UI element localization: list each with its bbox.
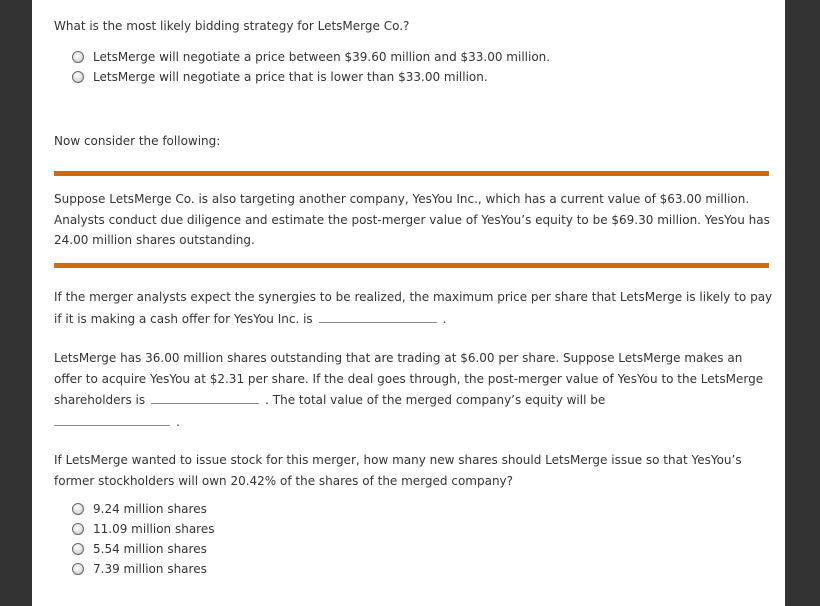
question-text: . The total value of the merged company’s equity will be <box>265 393 606 407</box>
post-merger-value-input[interactable] <box>151 389 259 404</box>
question-post-merger-value <box>54 348 774 432</box>
radio-icon[interactable] <box>72 503 84 515</box>
option-label: 7.39 million shares <box>93 562 207 576</box>
divider <box>54 263 769 268</box>
radio-icon[interactable] <box>72 71 84 83</box>
divider <box>54 171 769 176</box>
radio-icon[interactable] <box>72 563 84 575</box>
question-text: LetsMerge has 36.00 million shares outstanding that are trading at $6.00 per share. Suppose LetsMerge makes an offer to acquire YesYou at $2.31 per share. If the deal goes through, the post-merger value of YesYou to the LetsMerge shareholders is <box>54 351 764 407</box>
option-label: LetsMerge will negotiate a price that is lower than $33.00 million. <box>93 70 488 84</box>
option-shares-4[interactable] <box>72 559 207 579</box>
radio-icon[interactable] <box>72 523 84 535</box>
max-price-input[interactable] <box>319 308 437 323</box>
merged-equity-input[interactable] <box>54 411 170 426</box>
question-bidding-strategy: What is the most likely bidding strategy for LetsMerge Co.? <box>54 19 410 33</box>
option-lower[interactable] <box>72 67 488 87</box>
content-panel <box>32 0 785 606</box>
option-shares-1[interactable] <box>72 499 207 519</box>
option-shares-3[interactable] <box>72 539 207 559</box>
consider-heading: Now consider the following: <box>54 134 221 148</box>
question-text: If the merger analysts expect the synergies to be realized, the maximum price per share that LetsMerge is likely to pay if it is making a cash offer for YesYou Inc. is <box>54 290 773 326</box>
option-label: 11.09 million shares <box>93 522 215 536</box>
question-new-shares: If LetsMerge wanted to issue stock for this merger, how many new shares should LetsMerge issue so that YesYou’s former stockholders will own 20.42% of the shares of the merged company? <box>54 453 742 488</box>
question-max-price <box>54 287 774 329</box>
scenario-text: Suppose LetsMerge Co. is also targeting another company, YesYou Inc., which has a current value of $63.00 million. Analysts conduct due diligence and estimate the post-merger value of YesYou’s equity to be $69.30 million. YesYou has 24.00 million shares outstanding. <box>54 192 770 247</box>
option-between[interactable] <box>72 47 550 67</box>
option-label: 9.24 million shares <box>93 502 207 516</box>
option-label: 5.54 million shares <box>93 542 207 556</box>
option-shares-2[interactable] <box>72 519 214 539</box>
radio-icon[interactable] <box>72 51 84 63</box>
option-label: LetsMerge will negotiate a price between $39.60 million and $33.00 million. <box>93 50 551 64</box>
radio-icon[interactable] <box>72 543 84 555</box>
punct: . <box>176 414 180 429</box>
punct: . <box>442 311 447 326</box>
